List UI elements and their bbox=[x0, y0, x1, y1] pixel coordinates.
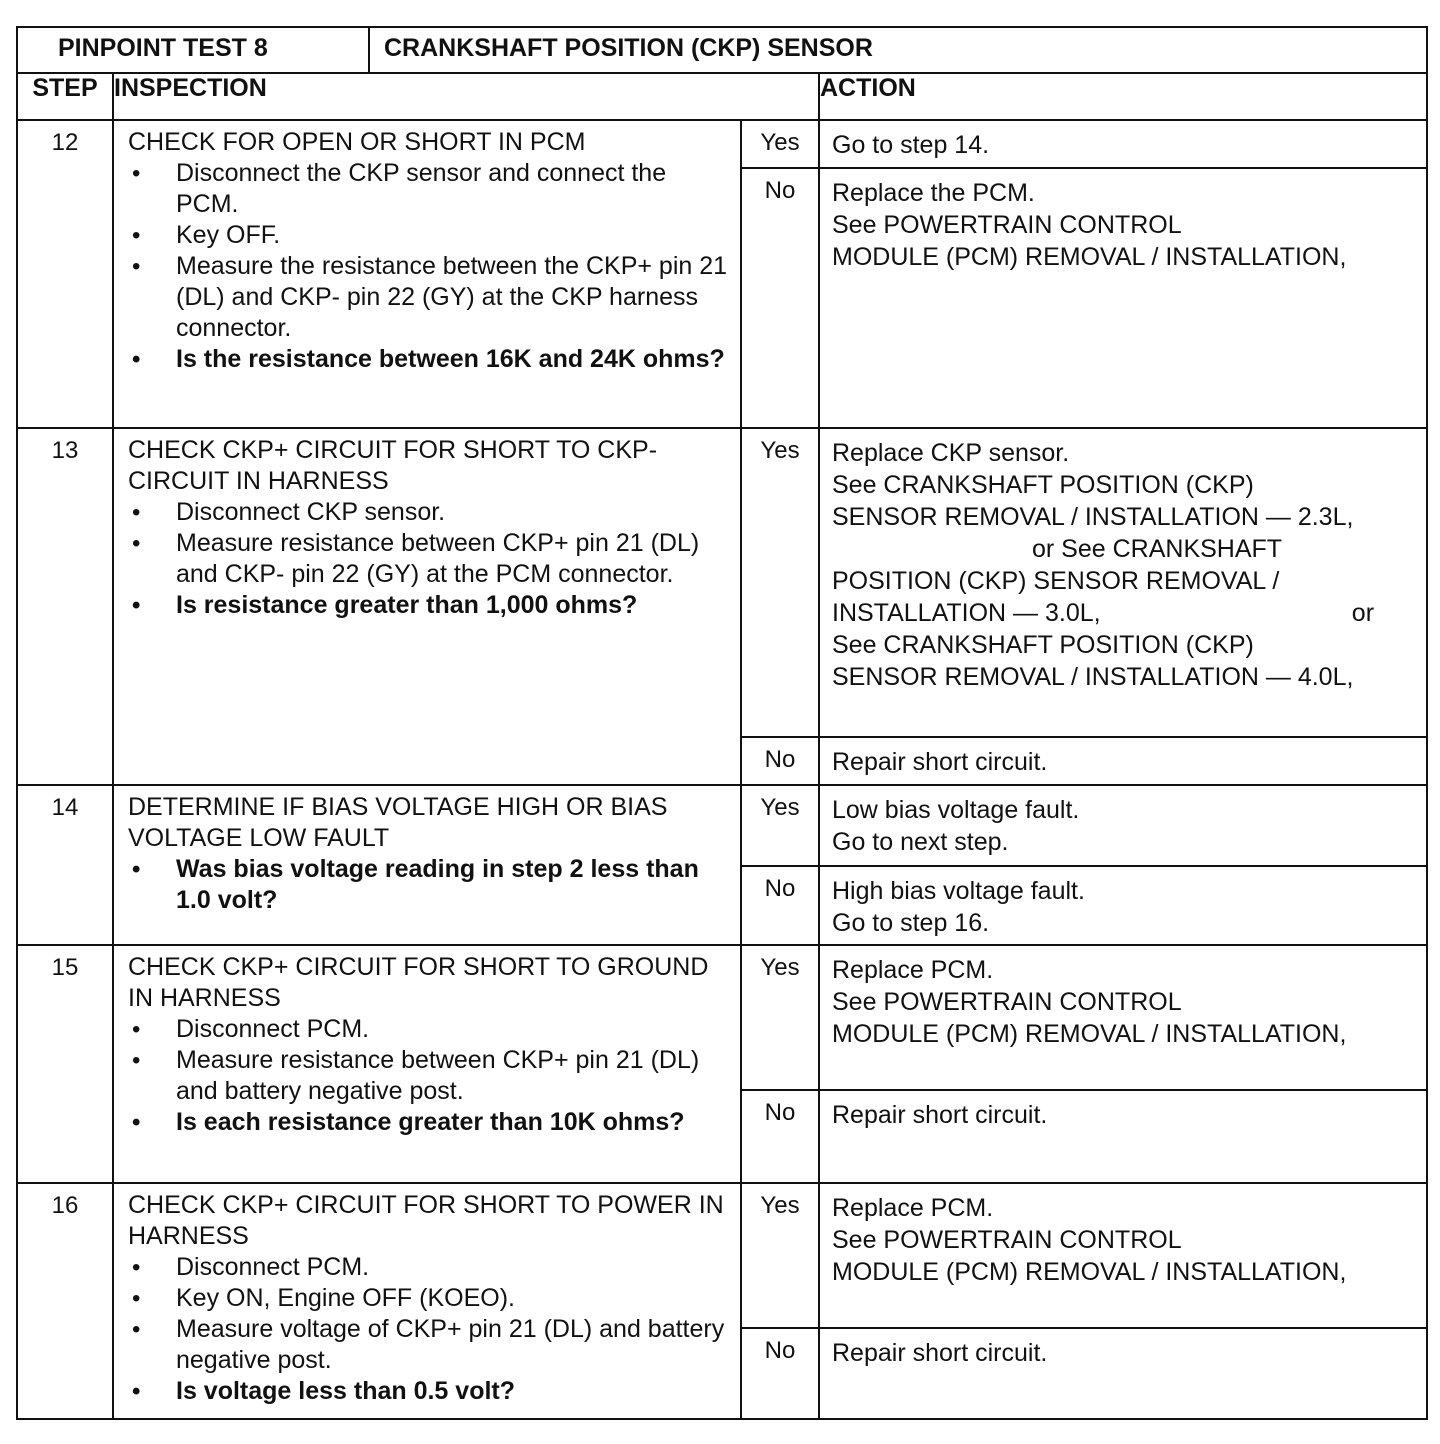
header-action: ACTION bbox=[819, 73, 1427, 119]
step-number: 13 bbox=[17, 428, 113, 785]
action-line: Repair short circuit. bbox=[832, 748, 1048, 777]
action-line: Repair short circuit. bbox=[832, 1339, 1048, 1368]
inspection-bullet: • Disconnect PCM. bbox=[128, 1014, 730, 1045]
no-label: No bbox=[741, 1090, 819, 1183]
inspection-cell bbox=[113, 428, 741, 785]
inspection-bullets bbox=[128, 1252, 730, 1407]
action-line: Replace PCM. bbox=[832, 955, 994, 984]
inspection-bullet: • Measure voltage of CKP+ pin 21 (DL) and battery negative post. bbox=[128, 1314, 730, 1376]
header-row bbox=[17, 73, 1427, 119]
no-action bbox=[819, 866, 1427, 945]
no-action bbox=[819, 1090, 1427, 1183]
no-action bbox=[819, 737, 1427, 785]
action-line: See POWERTRAIN CONTROL bbox=[832, 1225, 1182, 1254]
inspection-cell bbox=[113, 1183, 741, 1419]
inspection-question: • Is voltage less than 0.5 volt? bbox=[128, 1376, 730, 1407]
inspection-question: • Is the resistance between 16K and 24K ohms? bbox=[128, 344, 730, 375]
yes-label: Yes bbox=[741, 428, 819, 737]
no-label: No bbox=[741, 1328, 819, 1419]
header-step: STEP bbox=[17, 73, 113, 119]
step-row-yes bbox=[17, 428, 1427, 737]
pinpoint-test-table bbox=[16, 26, 1428, 1420]
inspection-bullet: • Disconnect the CKP sensor and connect the PCM. bbox=[128, 158, 730, 220]
action-line: MODULE (PCM) REMOVAL / INSTALLATION, bbox=[832, 1257, 1347, 1286]
action-line: See POWERTRAIN CONTROL bbox=[832, 211, 1182, 240]
inspection-bullets bbox=[128, 497, 730, 621]
pinpoint-test-sheet bbox=[16, 26, 1426, 1420]
step-number: 16 bbox=[17, 1183, 113, 1419]
action-line: See CRANKSHAFT POSITION (CKP) bbox=[832, 471, 1254, 500]
inspection-bullets bbox=[128, 854, 730, 916]
action-line: SENSOR REMOVAL / INSTALLATION — 4.0L, bbox=[832, 663, 1354, 692]
action-line: See CRANKSHAFT POSITION (CKP) bbox=[832, 631, 1254, 660]
action-line: Go to step 16. bbox=[832, 909, 990, 938]
yes-action bbox=[819, 945, 1427, 1090]
inspection-cell bbox=[113, 945, 741, 1183]
action-line: MODULE (PCM) REMOVAL / INSTALLATION, bbox=[832, 1019, 1347, 1048]
inspection-cell bbox=[113, 785, 741, 944]
step-row-yes bbox=[17, 1183, 1427, 1328]
inspection-heading: CHECK CKP+ CIRCUIT FOR SHORT TO POWER IN HARNESS bbox=[128, 1190, 724, 1250]
step-number: 15 bbox=[17, 945, 113, 1183]
inspection-bullet: • Disconnect PCM. bbox=[128, 1252, 730, 1283]
inspection-bullets bbox=[128, 1014, 730, 1138]
test-number: PINPOINT TEST 8 bbox=[18, 28, 370, 72]
action-line: See POWERTRAIN CONTROL bbox=[832, 987, 1182, 1016]
inspection-bullet: • Key OFF. bbox=[128, 220, 730, 251]
step-row-yes bbox=[17, 785, 1427, 866]
inspection-bullet: • Disconnect CKP sensor. bbox=[128, 497, 730, 528]
step-row-yes bbox=[17, 945, 1427, 1090]
inspection-heading: DETERMINE IF BIAS VOLTAGE HIGH OR BIAS VOLTAGE LOW FAULT bbox=[128, 793, 668, 853]
no-action bbox=[819, 1328, 1427, 1419]
test-name: CRANKSHAFT POSITION (CKP) SENSOR bbox=[384, 34, 873, 62]
inspection-bullet: • Measure resistance between CKP+ pin 21 (DL) and battery negative post. bbox=[128, 1045, 730, 1107]
inspection-heading: CHECK CKP+ CIRCUIT FOR SHORT TO GROUND IN HARNESS bbox=[128, 952, 709, 1012]
inspection-heading: CHECK FOR OPEN OR SHORT IN PCM bbox=[128, 127, 586, 156]
header-inspection: INSPECTION bbox=[113, 73, 819, 119]
action-line: or See CRANKSHAFT bbox=[1032, 535, 1283, 564]
inspection-bullet: • Measure the resistance between the CKP+ pin 21 (DL) and CKP- pin 22 (GY) at the CKP harness connector. bbox=[128, 251, 730, 344]
inspection-bullet: • Measure resistance between CKP+ pin 21 (DL) and CKP- pin 22 (GY) at the PCM connector. bbox=[128, 528, 730, 590]
title-row bbox=[17, 27, 1427, 73]
action-line: MODULE (PCM) REMOVAL / INSTALLATION, bbox=[832, 243, 1347, 272]
action-line: Go to step 14. bbox=[832, 130, 990, 159]
action-line: POSITION (CKP) SENSOR REMOVAL / bbox=[832, 567, 1280, 596]
yes-label: Yes bbox=[741, 945, 819, 1090]
no-label: No bbox=[741, 866, 819, 945]
yes-label: Yes bbox=[741, 120, 819, 168]
no-label: No bbox=[741, 737, 819, 785]
action-line: High bias voltage fault. bbox=[832, 877, 1085, 906]
action-line: Replace PCM. bbox=[832, 1193, 994, 1222]
action-line: Low bias voltage fault. bbox=[832, 796, 1080, 825]
action-line: Replace the PCM. bbox=[832, 179, 1035, 208]
action-line: or bbox=[1351, 599, 1375, 628]
inspection-question: • Is each resistance greater than 10K ohms? bbox=[128, 1107, 730, 1138]
inspection-question: • Is resistance greater than 1,000 ohms? bbox=[128, 590, 730, 621]
action-line: SENSOR REMOVAL / INSTALLATION — 2.3L, bbox=[832, 503, 1354, 532]
yes-action bbox=[819, 428, 1427, 737]
step-number: 14 bbox=[17, 785, 113, 944]
no-action bbox=[819, 168, 1427, 428]
action-line: INSTALLATION — 3.0L, bbox=[832, 599, 1101, 628]
no-label: No bbox=[741, 168, 819, 428]
inspection-cell bbox=[113, 120, 741, 429]
action-line: Replace CKP sensor. bbox=[832, 439, 1070, 468]
action-line: Go to next step. bbox=[832, 828, 1009, 857]
inspection-bullet: • Key ON, Engine OFF (KOEO). bbox=[128, 1283, 730, 1314]
yes-action bbox=[819, 1183, 1427, 1328]
inspection-question: • Was bias voltage reading in step 2 less than 1.0 volt? bbox=[128, 854, 730, 916]
action-line: Repair short circuit. bbox=[832, 1101, 1048, 1130]
step-row-yes bbox=[17, 120, 1427, 168]
inspection-heading: CHECK CKP+ CIRCUIT FOR SHORT TO CKP- CIRCUIT IN HARNESS bbox=[128, 436, 658, 496]
inspection-bullets bbox=[128, 158, 730, 375]
yes-label: Yes bbox=[741, 1183, 819, 1328]
yes-action bbox=[819, 785, 1427, 866]
step-number: 12 bbox=[17, 120, 113, 429]
yes-label: Yes bbox=[741, 785, 819, 866]
yes-action bbox=[819, 120, 1427, 168]
